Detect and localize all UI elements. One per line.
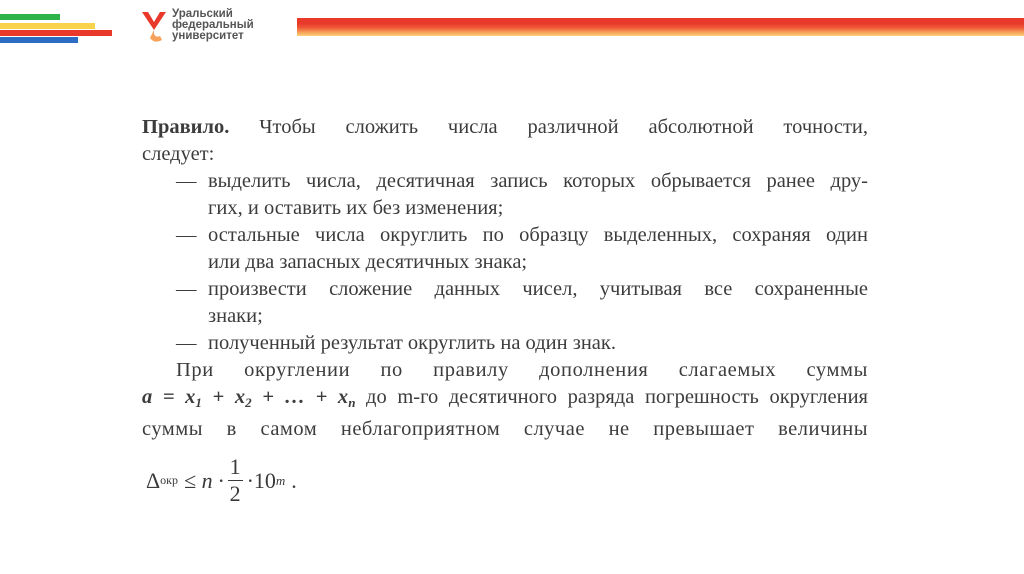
dash-marker: — (176, 278, 197, 300)
list-item-cont (142, 303, 868, 330)
sum-formula: $a = x_1 + x_2$ + … + $x_n$ (142, 386, 356, 410)
logo-line-1: Уральский (172, 8, 233, 20)
list-item (142, 222, 868, 249)
paragraph-line-2-text: до m-го десятичного разряда погрешность округления (355, 386, 868, 408)
list-item-text: полученный результат округлить на один знак. (208, 332, 616, 354)
fraction-denominator: 2 (229, 481, 241, 506)
dash-marker: — (176, 332, 197, 354)
exponent-m: m (275, 472, 286, 488)
paragraph-line-1: При округлении по правилу дополнения слагаемых суммы (176, 359, 868, 381)
urfu-logo-icon (140, 10, 168, 44)
delta-symbol: Δ (146, 467, 161, 493)
list-item (142, 276, 868, 303)
list-item-cont (142, 195, 868, 222)
error-bound-formula (146, 454, 297, 507)
list-item-cont (142, 249, 868, 276)
list-item-text: гих, и оставить их без изменения; (208, 197, 504, 219)
list-item-text: выделить числа, десятичная запись которых обрывается ранее дру- (208, 170, 868, 192)
rule-intro-cont: следует: (142, 143, 215, 165)
paragraph-line-3: суммы в самом неблагоприятном случае не превышает величины (142, 418, 868, 440)
le-n: ≤ n · (184, 467, 224, 493)
stripe-red (0, 30, 112, 36)
delta-subscript: окр (160, 473, 178, 487)
rule-label: Правило. (142, 116, 230, 138)
paragraph-line-2 (142, 384, 868, 416)
header-gradient-bar (297, 18, 1024, 36)
list-item-text: остальные числа округлить по образцу выделенных, сохраняя один (208, 224, 868, 246)
list-item-text: произвести сложение данных чисел, учитывая все сохраненные (208, 278, 868, 300)
dash-marker: — (176, 224, 197, 246)
university-name (172, 9, 254, 42)
list-item-text: или два запасных десятичных знака; (208, 251, 528, 273)
fraction-numerator: 1 (229, 454, 241, 479)
rule-intro (142, 114, 868, 141)
rule-text-block (142, 114, 868, 443)
stripe-blue (0, 37, 78, 43)
logo-line-3: университет (172, 30, 244, 42)
list-item (142, 330, 868, 357)
list-item (142, 168, 868, 195)
list-item-text: знаки; (208, 305, 263, 327)
logo-line-2: федеральный (172, 19, 254, 31)
stripe-yellow (0, 23, 95, 29)
rule-intro-text: Чтобы сложить числа различной абсолютной точности, (259, 116, 869, 138)
stripe-green (0, 14, 60, 20)
fraction (228, 454, 243, 507)
times-ten: ·10 (246, 467, 276, 493)
brand-stripes (0, 14, 115, 46)
formula-end: . (291, 467, 297, 493)
dash-marker: — (176, 170, 197, 192)
